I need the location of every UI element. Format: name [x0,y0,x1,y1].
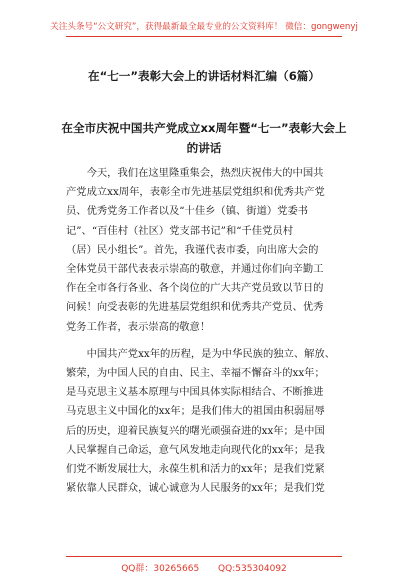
footer-divider [66,556,342,557]
body-paragraph [66,164,356,337]
body-line: 问候！向受表彰的先进基层党组织和优秀共产党员、优秀 [66,301,324,314]
speech-title [60,118,348,158]
body-line: 党务工作者，表示崇高的敬意！ [66,320,211,333]
footer-qq-number: QQ:535304092 [218,564,287,574]
body-line: 作在全市各行各业、各个岗位的广大共产党员致以节日的 [66,282,324,295]
body-line: 们党不断发展壮大，永葆生机和活力的xx年；是我们党紧 [66,463,325,476]
footer-qq-group: QQ群：30265665 [121,564,200,574]
body-paragraph [66,345,356,499]
body-line: 马克思主义中国化的xx年；是我们伟大的祖国由积弱屈辱 [66,405,325,418]
speech-title-line-2: 的讲话 [186,141,222,155]
body-line: 繁荣，为中国人民的自由、民主、幸福不懈奋斗的xx年； [66,367,325,380]
body-line: 后的历史，迎着民族复兴的曙光顽强奋进的xx年；是中国 [66,424,325,437]
body-line: 产党成立xx周年，表彰全市先进基层党组织和优秀共产党 [66,186,325,199]
footer-contact [0,561,408,574]
header-note: 关注头条号“公文研究”，获得最新最全最专业的公文资料库！ 微信：gongwenyj [50,22,358,32]
header-divider [66,36,342,37]
speech-title-line-1: 在全市庆祝中国共产党成立xx周年暨“七一”表彰大会上 [61,121,347,135]
collection-title: 在“七一”表彰大会上的讲话材料汇编（6篇） [88,69,320,83]
body-line: 记”、“百佳村（社区）党支部书记”和“千佳党员村 [66,224,293,237]
body-line: （居）民小组长”。首先，我谨代表市委，向出席大会的 [66,243,319,256]
body-line: 中国共产党xx年的历程，是为中华民族的独立、解放、 [86,347,336,360]
body-line: 人民掌握自己命运，意气风发地走向现代化的xx年；是我 [66,443,325,456]
body-line: 今天，我们在这里隆重集会，热烈庆祝伟大的中国共 [86,167,324,179]
body-line: 是马克思主义基本原理与中国具体实际相结合、不断推进 [66,386,324,399]
speech-body [66,164,356,506]
body-line: 员、优秀党务工作者以及“十佳乡（镇、街道）党委书 [66,205,309,218]
body-line: 全体党员干部代表表示崇高的敬意，并通过你们向辛勤工 [66,263,324,276]
body-line: 紧依靠人民群众，诚心诚意为人民服务的xx年；是我们党 [66,482,325,495]
